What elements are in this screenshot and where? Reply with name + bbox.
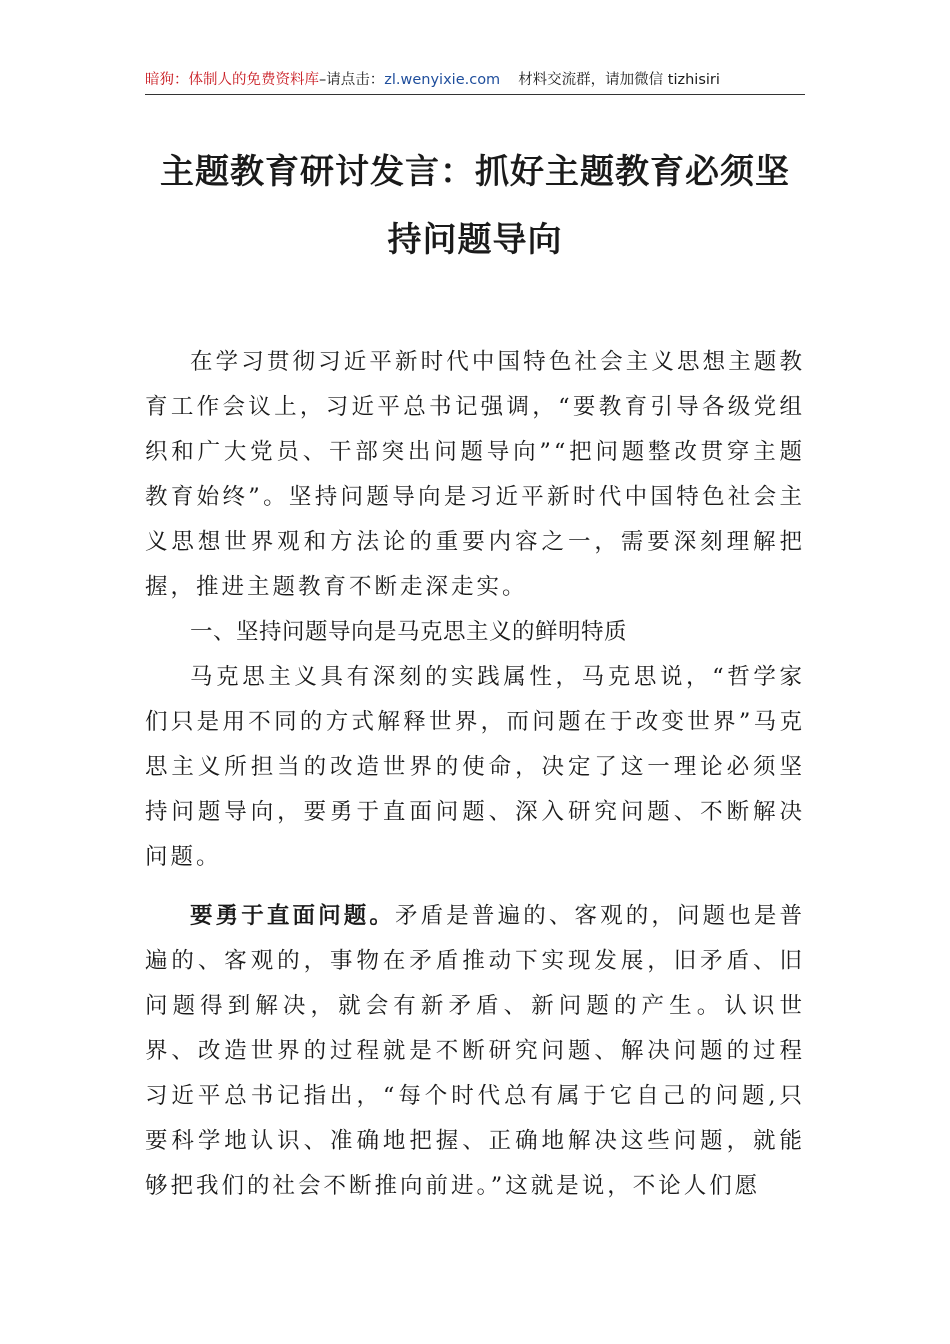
header-wechat-note: 材料交流群，请加微信 tizhisiri [518,72,720,88]
paragraph-lead-phrase: 要勇于直面问题。 [190,903,396,929]
section-heading-1: 一、坚持问题导向是马克思主义的鲜明特质 [190,619,628,645]
document-body [145,340,805,1209]
paragraph-face-problems [145,894,805,1209]
document-title-line1: 主题教育研讨发言：抓好主题教育必须坚 [160,152,790,192]
header-site-name: 暗狗：体制人的免费资料库 [145,72,319,88]
paragraph-marxism: 马克思主义具有深刻的实践属性，马克思说，“哲学家们只是用不同的方式解释世界，而问题在于改变世界”马克思主义所担当的改造世界的使命，决定了这一理论必须坚持问题导向，要勇于直面问题、深入研究问题、不断解决问题。 [145,664,805,870]
header-bar [145,70,805,95]
intro-paragraph: 在学习贯彻习近平新时代中国特色社会主义思想主题教育工作会议上，习近平总书记强调，“要教育引导各级党组织和广大党员、干部突出问题导向”“把问题整改贯穿主题教育始终”。坚持问题导向是习近平新时代中国特色社会主义思想世界观和方法论的重要内容之一，需要深刻理解把握，推进主题教育不断走深走实。 [145,349,805,600]
document-title-line2: 持问题导向 [387,220,563,260]
header-click-prompt: –请点击： [319,72,385,88]
paragraph-body-text: 矛盾是普遍的、客观的，问题也是普遍的、客观的，事物在矛盾推动下实现发展，旧矛盾、旧问题得到解决，就会有新矛盾、新问题的产生。认识世界、改造世界的过程就是不断研究问题、解决问题的过程习近平总书记指出，“每个时代总有属于它自己的问题,只要科学地认识、准确地把握、正确地解决这些问题，就能够把我们的社会不断推向前进。”这就是说，不论人们愿 [145,903,805,1199]
header-link[interactable]: zl.wenyixie.com [384,72,501,88]
